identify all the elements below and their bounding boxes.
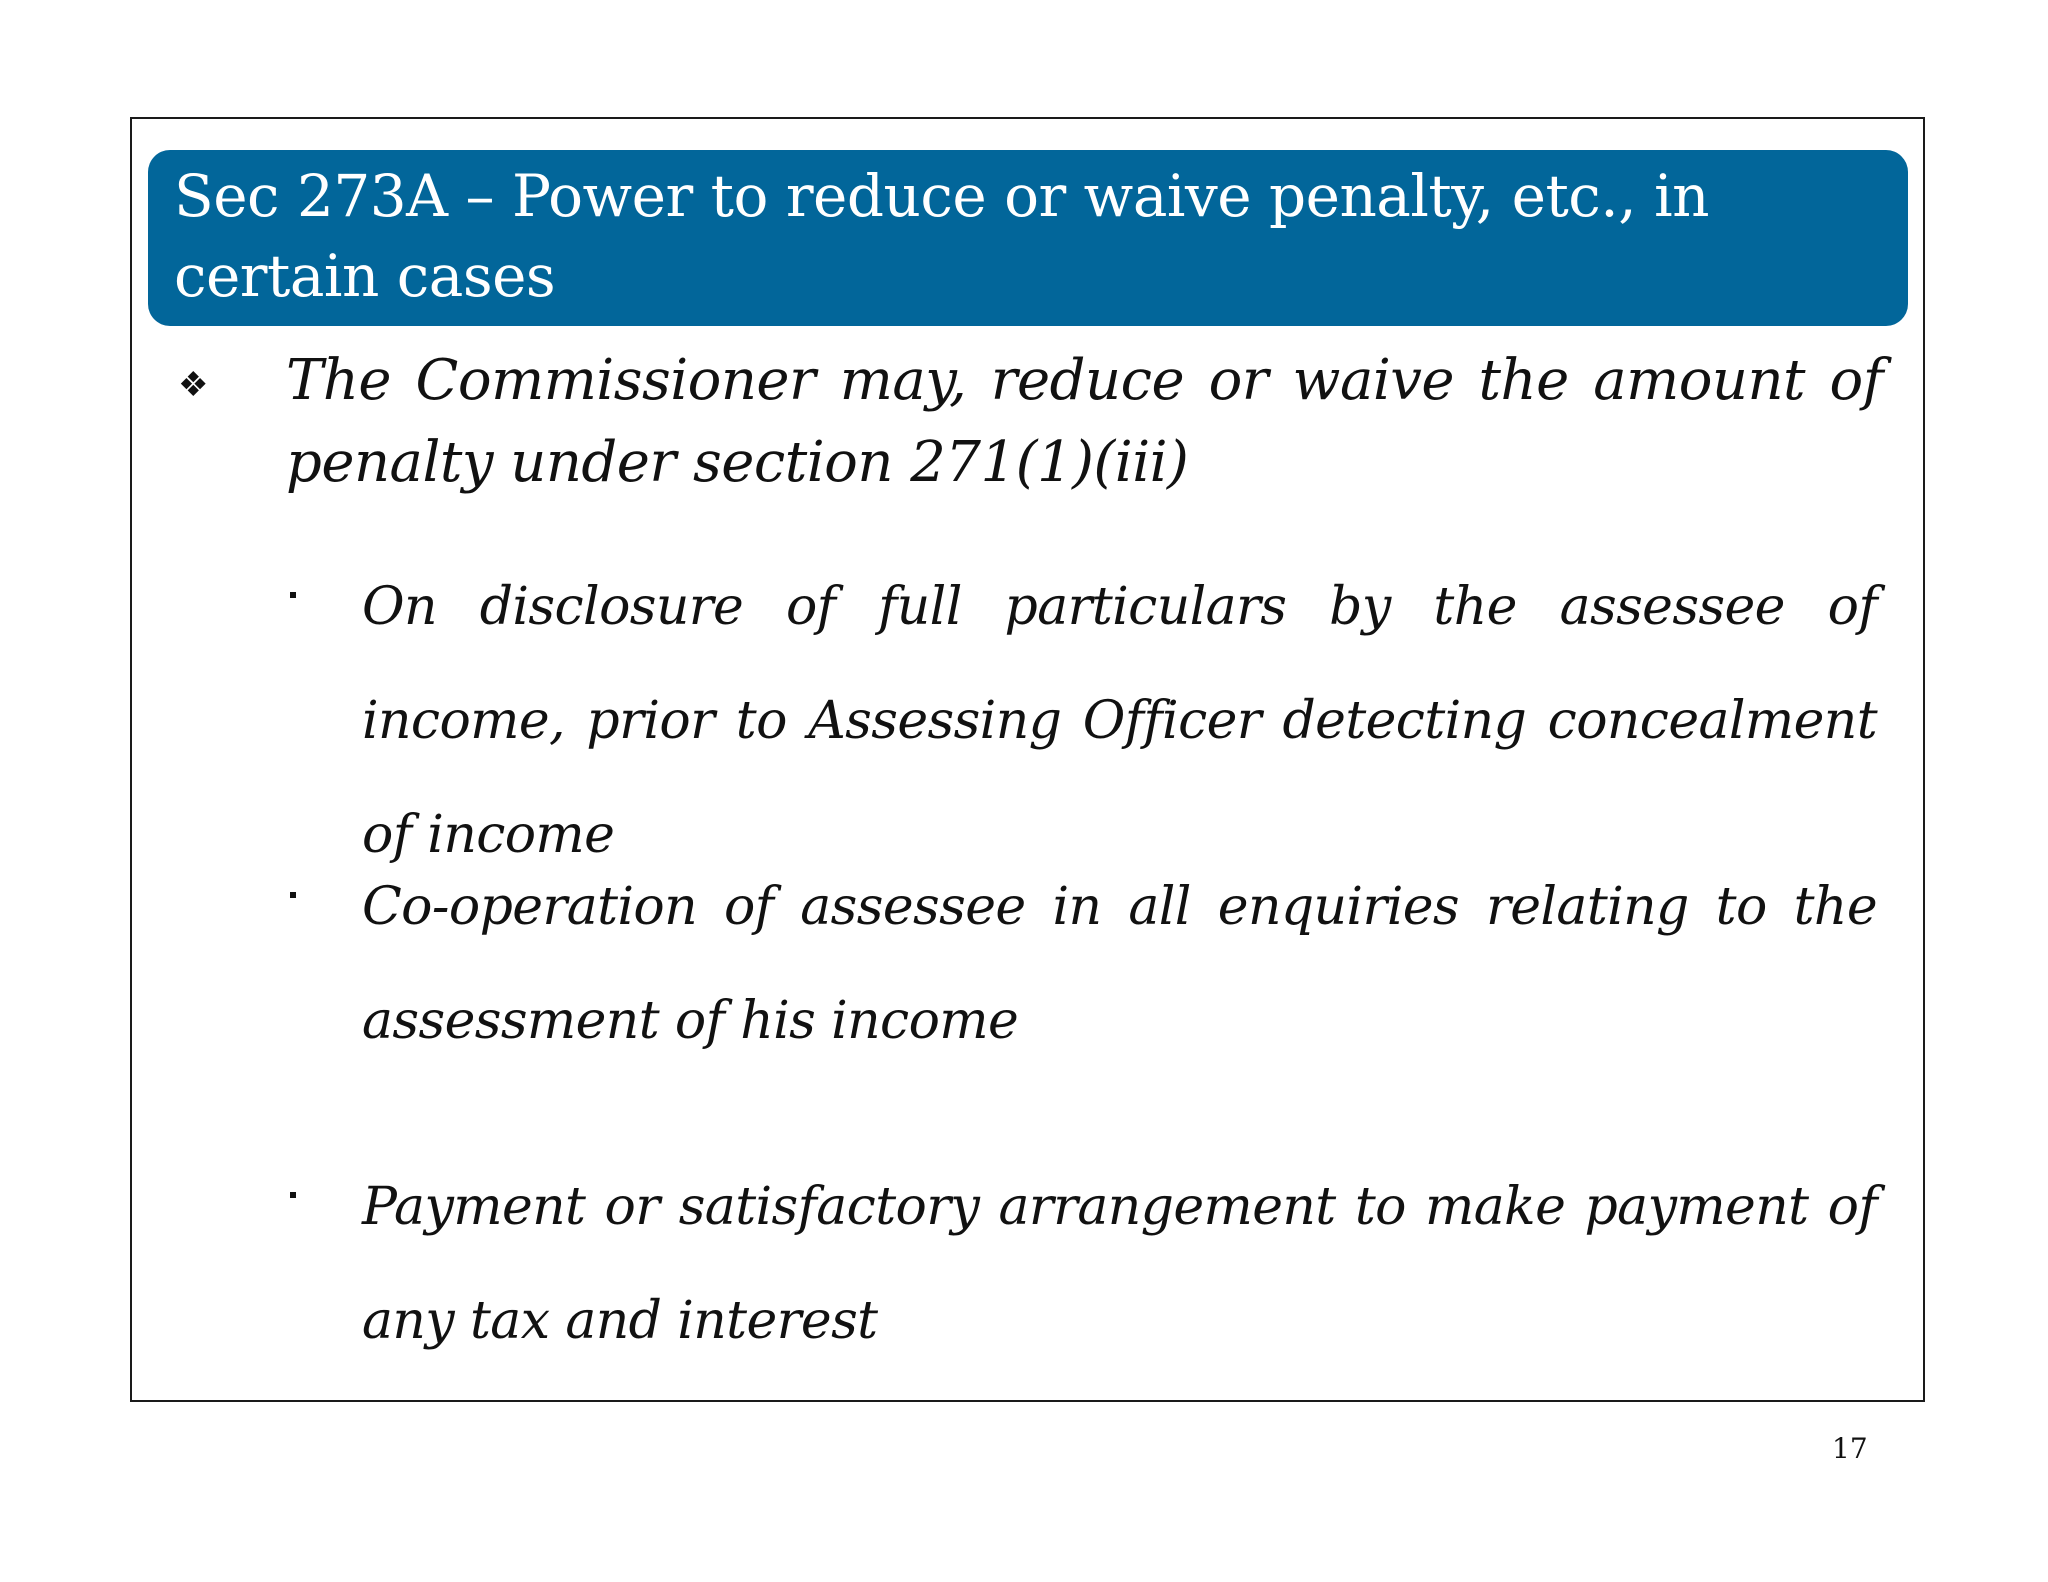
sub-point-text: On disclosure of full particulars by the assessee of income, prior to Assessing Officer detecting concealment of income bbox=[362, 577, 1877, 865]
sub-point-item bbox=[280, 1150, 1880, 1378]
sub-point-text: Payment or satisfactory arrangement to make payment of any tax and interest bbox=[362, 1177, 1877, 1351]
page-number: 17 bbox=[1832, 1432, 1868, 1465]
title-banner bbox=[148, 150, 1908, 326]
square-bullet-icon bbox=[290, 892, 296, 898]
square-bullet-icon bbox=[290, 1192, 296, 1198]
sub-point-item bbox=[280, 850, 1880, 1078]
slide-title: Sec 273A – Power to reduce or waive penalty, etc., in certain cases bbox=[174, 162, 1709, 310]
square-bullet-icon bbox=[290, 592, 296, 598]
main-point-text: The Commissioner may, reduce or waive the amount of penalty under section 271(1)(iii) bbox=[286, 348, 1883, 495]
diamond-bullet-icon: ❖ bbox=[178, 365, 209, 405]
sub-point-text: Co-operation of assessee in all enquiries relating to the assessment of his income bbox=[362, 877, 1877, 1051]
main-point bbox=[178, 340, 1883, 504]
sub-point-item bbox=[280, 550, 1880, 892]
